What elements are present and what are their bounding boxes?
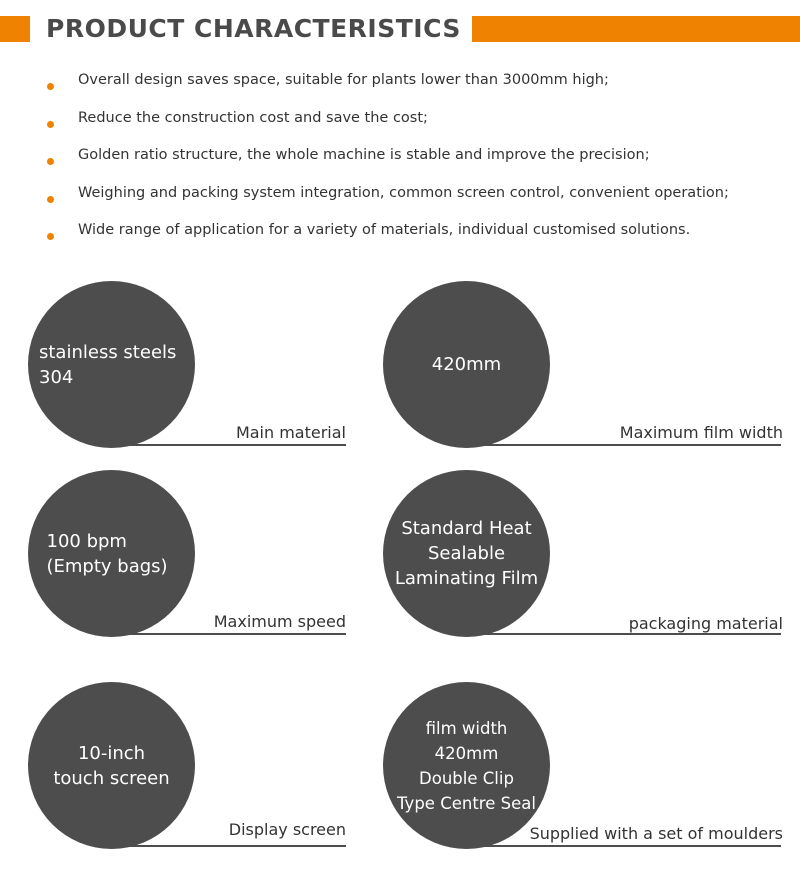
spec-underline <box>463 444 781 446</box>
spec-underline <box>108 633 346 635</box>
header-accent-bar-right <box>472 16 800 42</box>
spec-label: Main material <box>235 423 346 442</box>
spec-value: 10-inch touch screen <box>53 742 170 789</box>
spec-card-display-screen <box>28 682 388 852</box>
spec-label: Supplied with a set of moulders <box>529 824 783 843</box>
spec-value: 420mm <box>431 354 502 375</box>
feature-text: Wide range of application for a variety of materials, individual customised solutions. <box>78 222 691 238</box>
spec-label: packaging material <box>628 614 783 633</box>
feature-text: Reduce the construction cost and save the cost; <box>78 109 428 126</box>
spec-value-circle <box>383 281 550 448</box>
spec-value: stainless steels 304 <box>39 341 177 388</box>
bullet-dot-icon <box>47 158 54 165</box>
feature-text: Golden ratio structure, the whole machine is stable and improve the precision; <box>78 147 650 163</box>
spec-value: Standard Heat Sealable Laminating Film <box>394 518 539 589</box>
spec-value-circle <box>383 682 550 849</box>
spec-label: Display screen <box>228 820 346 839</box>
bullet-dot-icon <box>47 196 54 203</box>
spec-card-max-speed <box>28 470 388 640</box>
spec-value-circle <box>28 281 195 448</box>
feature-text: Weighing and packing system integration, common screen control, convenient operation; <box>78 184 729 201</box>
header-accent-bar-left <box>0 16 30 42</box>
bullet-dot-icon <box>47 83 54 90</box>
spec-value-circle <box>28 682 195 849</box>
bullet-dot-icon <box>47 233 54 240</box>
spec-value: film width 420mm Double Clip Type Centre Seal <box>397 718 536 813</box>
spec-underline <box>108 444 346 446</box>
spec-card-packaging-material <box>383 470 783 640</box>
spec-value-circle <box>383 470 550 637</box>
spec-value-circle <box>28 470 195 637</box>
spec-value: 100 bpm (Empty bags) <box>46 530 168 577</box>
spec-underline <box>463 845 781 847</box>
spec-underline <box>108 845 346 847</box>
page-title: PRODUCT CHARACTERISTICS <box>46 14 461 43</box>
spec-card-moulders <box>383 682 783 852</box>
spec-label: Maximum speed <box>213 612 346 631</box>
spec-card-film-width <box>383 281 783 451</box>
spec-label: Maximum film width <box>619 423 783 442</box>
bullet-dot-icon <box>47 121 54 128</box>
spec-card-main-material <box>28 281 388 451</box>
feature-text: Overall design saves space, suitable for plants lower than 3000mm high; <box>78 72 609 88</box>
